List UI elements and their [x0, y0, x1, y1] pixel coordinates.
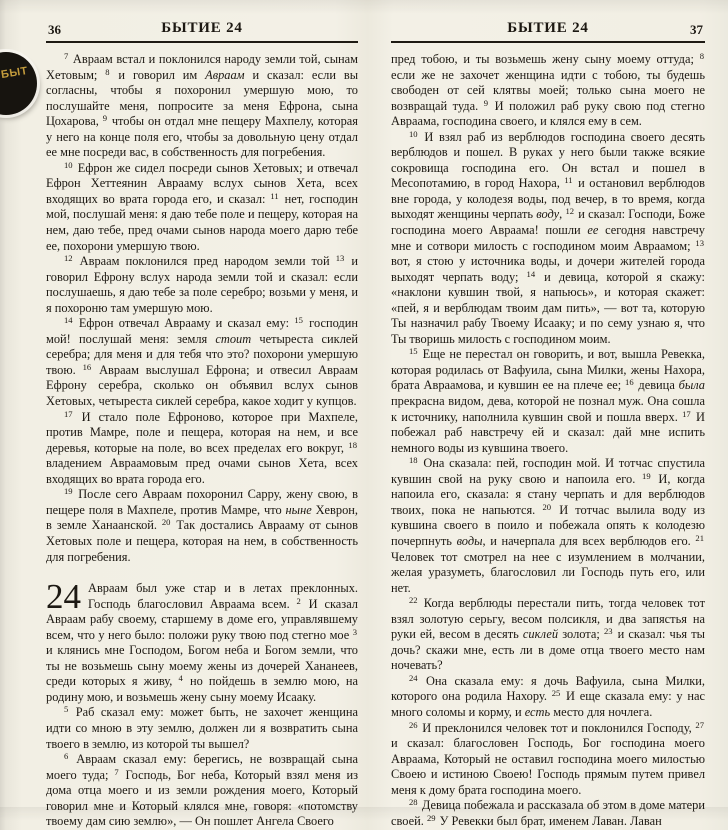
verse-paragraph: $^{17}$ И стало поле Ефроново, которое при Махпеле, против Мамре, поле и пещера, которая на нем, и все деревья, которые на поле, во всех пределах его вокруг, $^{18}$ владением Авраамовым пред очами сынов Хета, всех входящих во врата города его.	[46, 408, 358, 486]
verse-number: 2	[296, 595, 301, 606]
verse-number: 15	[294, 315, 303, 326]
verse-number: 27	[695, 719, 704, 730]
verse-number: 13	[695, 237, 704, 248]
verse-number: 14	[526, 268, 536, 279]
page-right	[391, 20, 705, 829]
verse-number: 15	[409, 346, 418, 357]
verse-number: 22	[409, 595, 418, 606]
page-number-left: 36	[48, 22, 61, 37]
verse-paragraph: $^{10}$ Ефрон же сидел посреди сынов Хетовых; и отвечал Ефрон Хеттеянин Аврааму вслух сынов Хета, всех входящих во врата города его, и сказал: $^{11}$ нет, господин мой, послушай меня: я даю тебе поле и пещеру, которая на нем, даю тебе, пред очами сынов народа моего дарю тебе ее, похорони умершую твою.	[46, 159, 358, 253]
verse-paragraph: $^{15}$ Еще не перестал он говорить, и вот, вышла Ревекка, которая родилась от Вафуила, сына Милки, жены Нахора, брата Авраамова, и кувшин ее на плече ее; $^{16}$ девица была прекрасна видом, дева, которой не познал муж. Она сошла к источнику, наполнила кувшин свой и пошла вверх. $^{17}$ И побежал раб навстречу ей и сказал: дай мне испить немного воды из кувшина твоего.	[391, 346, 705, 455]
verse-number: 7	[114, 766, 119, 777]
verse-number: 12	[64, 253, 73, 264]
verse-number: 12	[565, 206, 575, 217]
verse-number: 19	[642, 470, 651, 481]
running-title-right: БЫТИЕ 24	[507, 20, 589, 36]
verse-paragraph: $^{28}$ Девица побежала и рассказала об этом в доме матери своей. $^{29}$ У Ревекки был брат, именем Лаван. Лаван	[391, 797, 705, 828]
verse-number: 11	[270, 190, 279, 201]
verse-number: 29	[426, 812, 436, 823]
verse-paragraph: $^{22}$ Когда верблюды перестали пить, тогда человек тот взял золотую серьгу, весом полсикля, и два запястья на руки ей, весом в десять сиклей золота; $^{23}$ и сказал: чья ты дочь? скажи мне, есть ли в доме отца твоего место нам ночевать?	[391, 595, 705, 673]
verse-number: 5	[64, 704, 69, 715]
verse-paragraph: пред тобою, и ты возьмешь жену сыну моему оттуда; $^8$ если же не захочет женщина идти с тобою, ты будешь свободен от сей клятвы моей; только сына моего не возвращай туда. $^9$ И положил раб руку свою под стегно Авраама, господина своего, и клялся ему в сем.	[391, 51, 705, 129]
verse-paragraph: $^{12}$ Авраам поклонился пред народом земли той $^{13}$ и говорил Ефрону вслух народа земли той и сказал: если послушаешь, я даю тебе за поле серебро; возьми у меня, и я похороню там умершую мою.	[46, 253, 359, 315]
verse-number: 9	[483, 97, 489, 108]
verse-number: 18	[409, 455, 418, 466]
verse-number: 25	[551, 688, 561, 699]
verse-number: 17	[64, 408, 73, 419]
verse-paragraph: $^{18}$ Она сказала: пей, господин мой. И тотчас спустила кувшин свой на руку свою и напоила его. $^{19}$ И, когда напоила его, сказала: я стану черпать и для верблюдов твоих, пока не напьются. $^{20}$ И тотчас вылила воду из кувшина своего в поило и побежала опять к колодезю почерпнуть воды, и начерпала для всех верблюдов его. $^{21}$ Человек тот смотрел на нее с изумлением в молчании, желая уразуметь, благословил ли Господь путь его, или нет.	[391, 455, 706, 595]
verse-number: 8	[105, 66, 110, 77]
verse-number: 6	[64, 751, 69, 762]
verse-number: 13	[335, 253, 345, 264]
chapter-start-paragraph: 24 Авраам был уже стар и в летах преклонных. Господь благословил Авраама всем. $^2$ И сказал Авраам рабу своему, старшему в доме его, управлявшему всем, что у него было: положи руку твою под стегно мое $^3$ и клянись мне Господом, Богом неба и Богом земли, что ты не возьмешь сыну моему жены из дочерей Хананеев, среди которых я живу, $^4$ но пойдешь в землю мою, на родину мою, и возьмешь жену сыну моему Исааку.	[46, 577, 358, 704]
verse-paragraph: $^{19}$ После сего Авраам похоронил Сарру, жену свою, в пещере поля в Махпеле, против Мамре, что ныне Хеврон, в земле Ханаанской. $^{20}$ Так достались Аврааму от сынов Хетовых поле и пещера, которая на нем, в собственность для погребения.	[46, 486, 359, 564]
verse-number: 3	[352, 626, 357, 637]
verse-number: 20	[542, 501, 552, 512]
chapter-number: 24	[46, 577, 81, 617]
verse-number: 17	[682, 408, 691, 419]
verse-number: 10	[409, 128, 418, 139]
verse-paragraph: $^7$ Авраам встал и поклонился народу земли той, сынам Хетовым; $^8$ и говорил им Авраам и сказал: если вы согласны, чтобы я похоронил умершую мою, то послушайте меня, попросите за меня Ефрона, сына Цохарова, $^9$ чтобы он отдал мне пещеру Махпелу, которая у него на конце поля его, чтобы за довольную цену отдал ее мне посреди вас, в собственность для погребения.	[46, 51, 359, 160]
verse-number: 11	[564, 175, 573, 186]
verse-paragraph: $^5$ Раб сказал ему: может быть, не захочет женщина идти со мною в эту землю, должен ли я возвратить сына твоего в землю, из которой ты вышел?	[46, 704, 358, 751]
verse-number: 23	[603, 626, 613, 637]
verse-paragraph: $^6$ Авраам сказал ему: берегись, не возвращай сына моего туда; $^7$ Господь, Бог неба, Который взял меня из дома отца моего и из земли рождения моего, Который говорил мне и Который клялся мне, говоря: «потомству твоему дам сию землю», — Он пошлет Ангела Своего	[46, 751, 359, 829]
verse-number: 8	[699, 51, 704, 61]
thumb-tab-label: БЫТ	[0, 64, 29, 82]
verse-number: 19	[64, 486, 73, 497]
page-body-left	[46, 52, 358, 830]
verse-number: 4	[178, 673, 183, 684]
verse-number: 21	[695, 532, 704, 543]
verse-paragraph: $^{10}$ И взял раб из верблюдов господина своего десять верблюдов и пошел. В руках у него были также всякие сокровища господина его. Он встал и пошел в Месопотамию, в город Нахора, $^{11}$ и остановил верблюдов вне города, у колодезя воды, под вечер, в то время, когда выходят женщины черпать воду, $^{12}$ и сказал: Господи, Боже господина моего Авраама! пошли ее сегодня навстречу мне и сотвори милость с господином моим Авраамом; $^{13}$ вот, я стою у источника воды, и дочери жителей города выходят черпать воду; $^{14}$ и девица, которой я скажу: «наклони кувшин твой, я напьюсь», и которая скажет: «пей, я и верблюдам твоим дам пить», — вот та, которую Ты назначил рабу Твоему Исааку; и по сему узнаю я, что Ты творишь милость с господином моим.	[391, 128, 706, 346]
verse-number: 24	[409, 672, 418, 683]
verse-number: 9	[102, 113, 107, 124]
verse-number: 16	[625, 377, 634, 388]
verse-number: 20	[161, 517, 171, 528]
verse-paragraph: $^{14}$ Ефрон отвечал Аврааму и сказал ему: $^{15}$ господин мой! послушай меня: земля стоит четыреста сиклей серебра; для меня и для тебя что это? похорони умершую твою. $^{16}$ Авраам выслушал Ефрона; и отвесил Авраам Ефрону серебра, сколько он объявил вслух сынов Хетовых, четыреста сиклей серебра, какое ходит у купцов.	[46, 315, 359, 409]
verse-number: 18	[348, 439, 357, 450]
verse-paragraph: $^{26}$ И преклонился человек тот и поклонился Господу, $^{27}$ и сказал: благословен Господь, Бог господина моего Авраама, Который не оставил господина моего милостью Своею и истиною Своею! Господь прямым путем привел меня к дому брата господина моего.	[391, 719, 705, 797]
verse-number: 28	[409, 797, 418, 808]
page-header-right	[391, 20, 705, 43]
verse-number: 14	[64, 315, 73, 326]
page-left	[46, 20, 358, 830]
thumb-tab-genesis	[0, 52, 37, 115]
page-header-left	[46, 20, 358, 43]
verse-number: 26	[409, 719, 418, 730]
page-body-right	[391, 52, 705, 829]
verse-number: 7	[64, 51, 69, 61]
verse-paragraph: $^{24}$ Она сказала ему: я дочь Вафуила, сына Милки, которого она родила Нахору. $^{25}$ И еще сказала ему: у нас много соломы и корму, и есть место для ночлега.	[391, 672, 706, 719]
verse-number: 10	[64, 159, 73, 170]
verse-number: 16	[82, 361, 92, 372]
page-number-right: 37	[690, 22, 703, 37]
running-title-left: БЫТИЕ 24	[161, 20, 243, 36]
